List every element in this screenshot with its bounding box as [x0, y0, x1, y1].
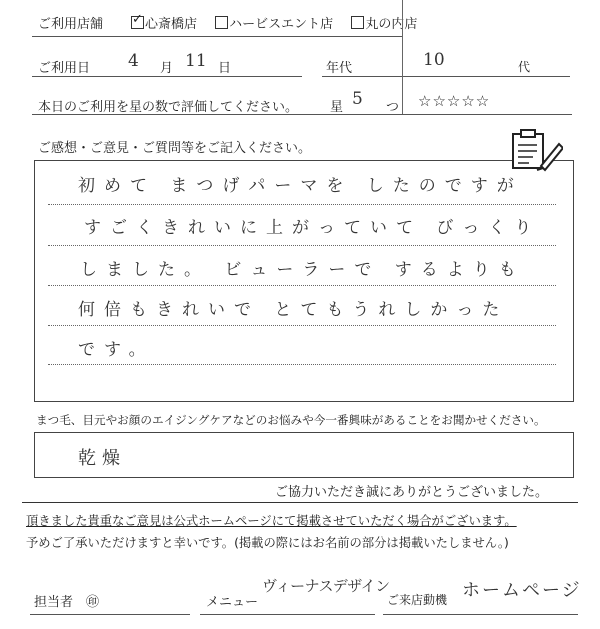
divider [22, 502, 578, 503]
concerns-label: まつ毛、目元やお顔のエイジングケアなどのお悩みや今一番興味があることをお聞かせください。 [36, 413, 546, 427]
comment-line: しました。 ビューラーで するよりも [80, 260, 525, 280]
comment-line: 初めて まつげパーマを したのですが [78, 176, 523, 196]
store-option-marunouchi[interactable]: 丸の内店 [351, 13, 417, 32]
age-label: 年代 [326, 61, 353, 76]
visit-reason-value[interactable]: ホームページ [462, 580, 582, 601]
rating-question: 本日のご利用を星の数で評価してください。 [38, 100, 299, 115]
notice-line-2: 予めご了承いただけますと幸いです。(掲載の際にはお名前の部分は掲載いたしません。) [26, 536, 509, 550]
rating-unit: つ [386, 100, 400, 115]
rating-label: 星 [330, 100, 344, 115]
writing-line [48, 325, 556, 326]
clipboard-pen-icon [507, 128, 563, 172]
underline [30, 614, 190, 615]
comment-line: すごくきれいに上がっていて びっくり [84, 218, 541, 238]
store-label: ご利用店舗 [38, 17, 104, 32]
divider [322, 76, 570, 77]
rating-stars[interactable]: ☆☆☆☆☆ [418, 92, 491, 110]
writing-line [48, 204, 556, 205]
menu-label: メニュー [206, 595, 259, 610]
writing-line [48, 364, 556, 365]
writing-line [48, 285, 556, 286]
thanks-message: ご協力いただき誠にありがとうございました。 [275, 485, 549, 500]
store-options [131, 13, 431, 32]
checkbox-checked-icon[interactable] [131, 16, 144, 29]
visit-reason-label: ご来店動機 [387, 593, 448, 607]
column-divider [402, 0, 403, 114]
divider [32, 36, 402, 37]
menu-value[interactable]: ヴィーナスデザイン [262, 577, 390, 595]
checkbox-icon[interactable] [215, 16, 228, 29]
date-day-unit: 日 [218, 61, 232, 76]
store-option-shinsaibashi[interactable]: ✓ 心斎橋店 [131, 13, 197, 32]
date-month-value[interactable]: 4 [128, 51, 139, 71]
comments-label: ご感想・ご意見・ご質問等をご記入ください。 [38, 141, 312, 156]
underline [383, 614, 578, 615]
comment-line: です。 [78, 340, 155, 360]
age-unit: 代 [518, 60, 531, 74]
date-label: ご利用日 [38, 61, 91, 76]
date-month-unit: 月 [160, 61, 174, 76]
store-option-herbis-ent[interactable]: ハービスエント店 [215, 13, 333, 32]
comments-box[interactable] [34, 160, 574, 402]
rating-value[interactable]: 5 [352, 89, 363, 109]
writing-line [48, 245, 556, 246]
seal-mark: ㊞ [86, 595, 100, 610]
divider [32, 76, 302, 77]
concerns-value: 乾燥 [78, 448, 126, 469]
staff-label: 担当者 [34, 595, 74, 610]
date-day-value[interactable]: 11 [185, 51, 207, 71]
divider [32, 114, 572, 115]
age-value[interactable]: 10 [423, 50, 445, 70]
checkbox-icon[interactable] [351, 16, 364, 29]
notice-line-1: 頂きました貴重なご意見は公式ホームページにて掲載させていただく場合がございます。 [26, 514, 517, 528]
underline [200, 614, 375, 615]
comment-line: 何倍もきれいで とてもうれしかった [78, 300, 509, 320]
